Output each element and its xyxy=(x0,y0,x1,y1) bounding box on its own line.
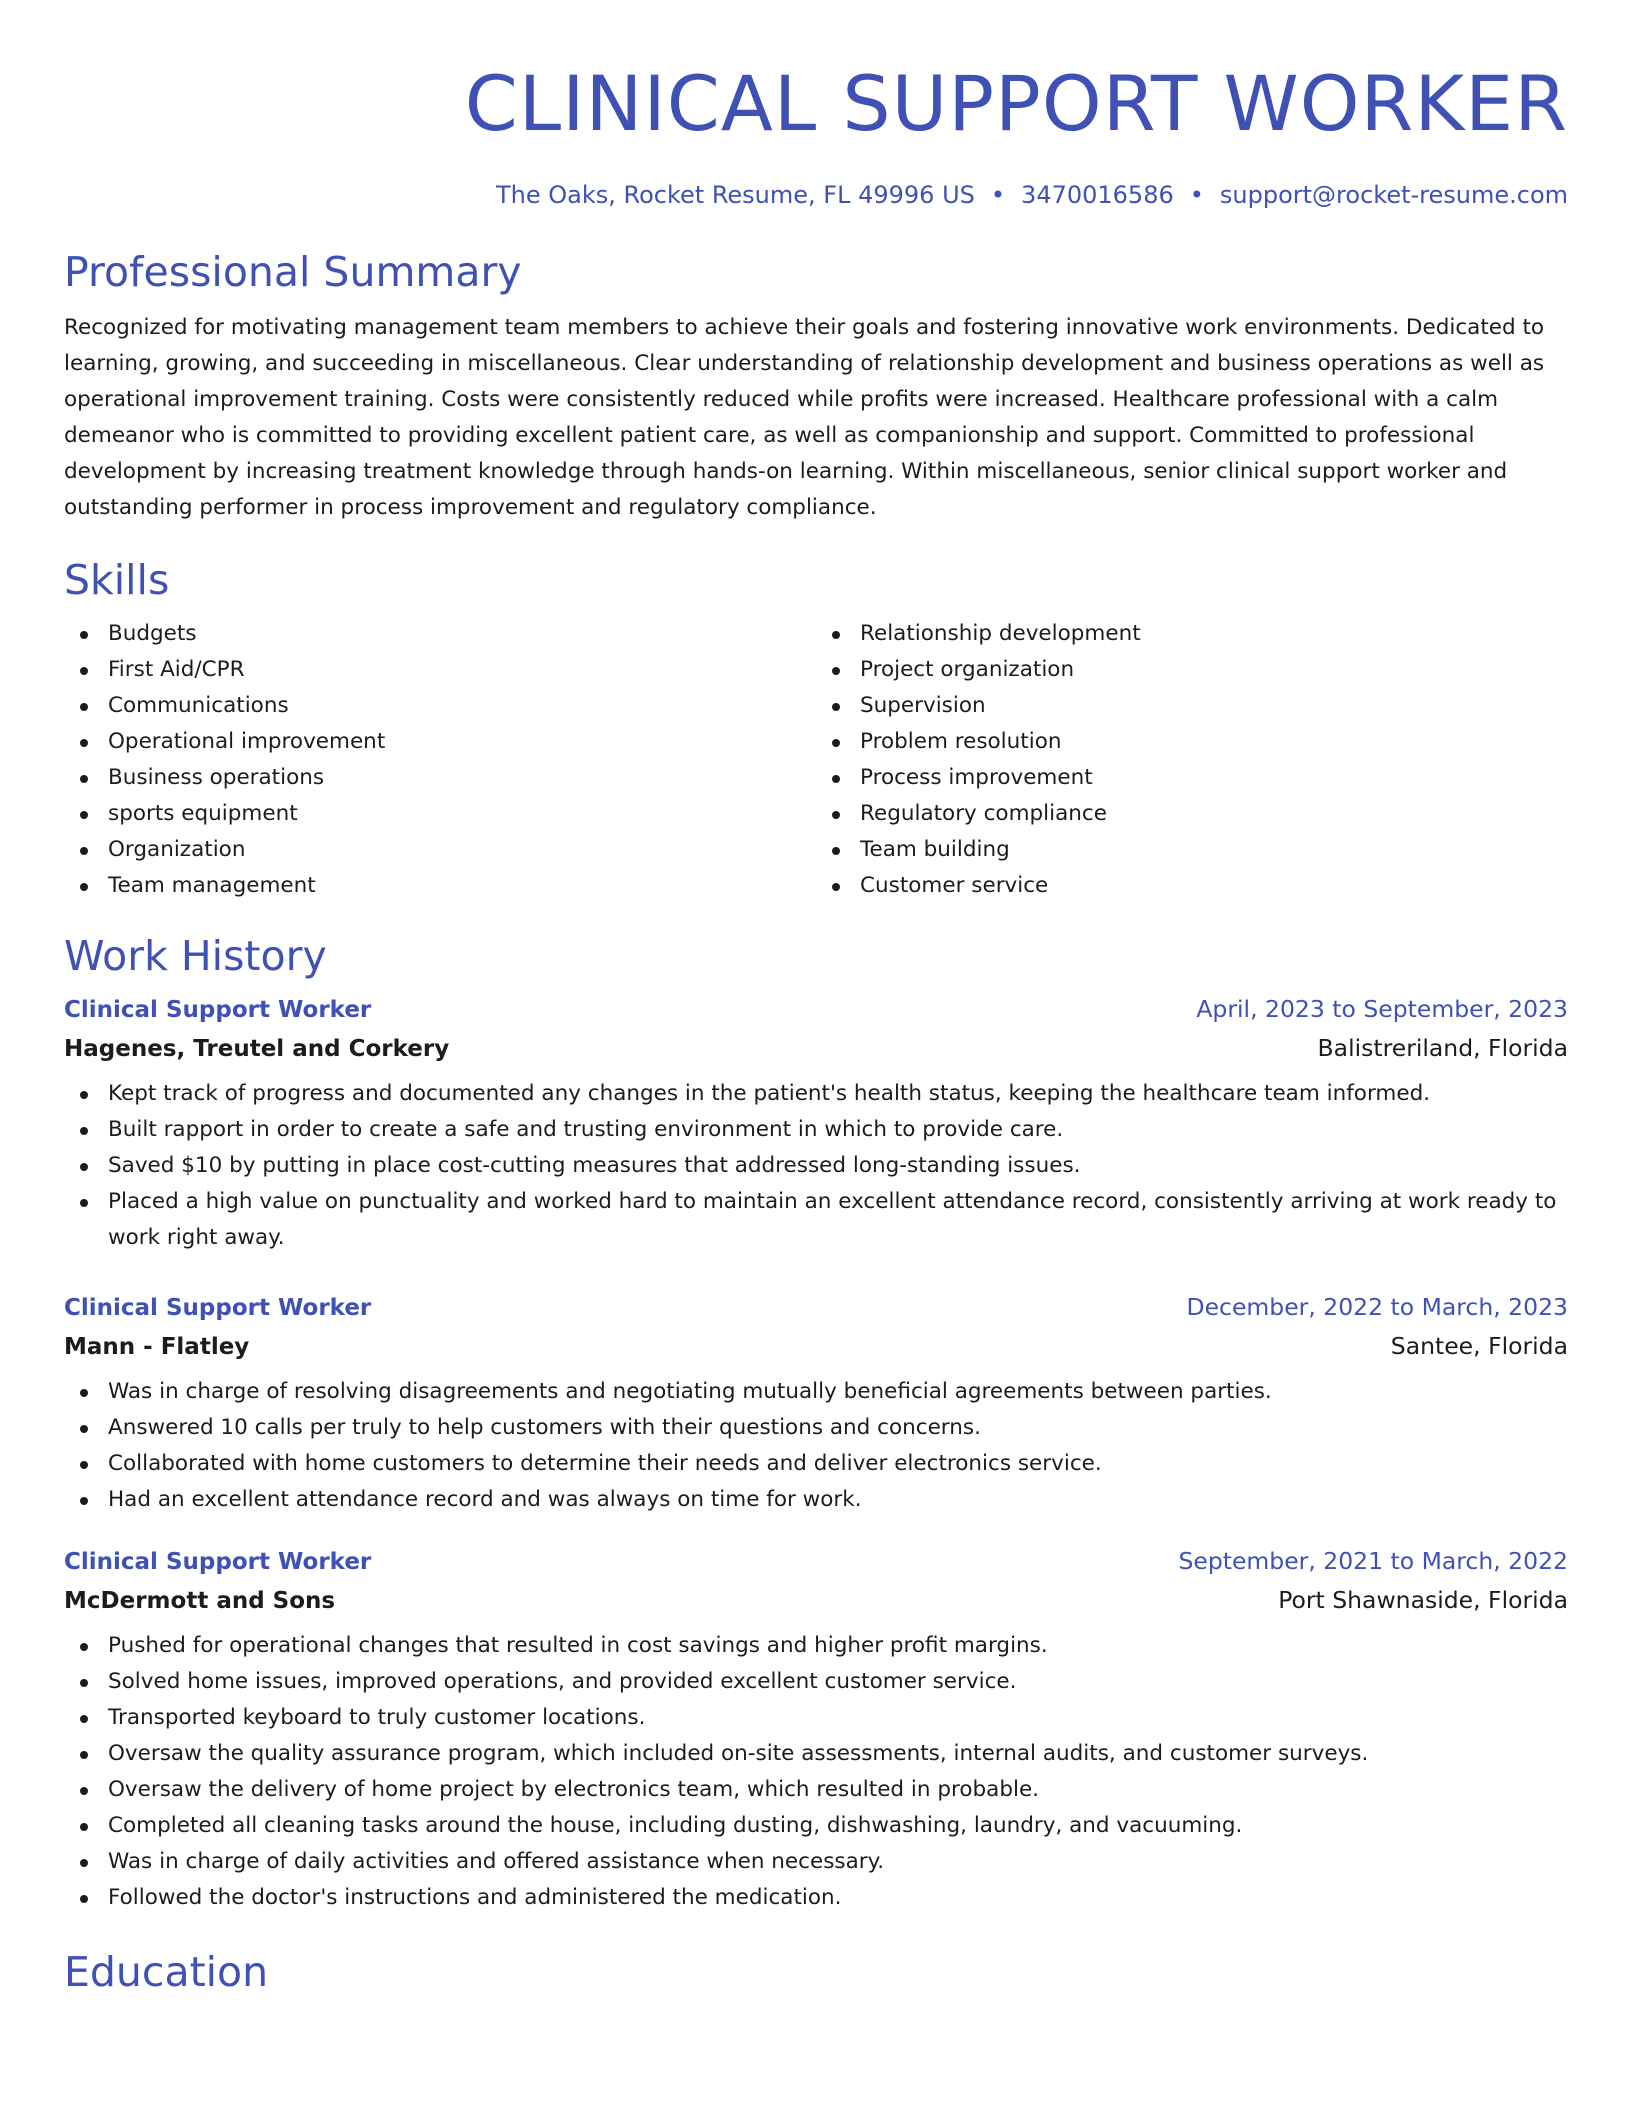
work-history-section xyxy=(64,928,1568,1916)
job-location: Port Shawnaside, Florida xyxy=(1278,1586,1568,1614)
contact-separator: • xyxy=(990,181,1006,209)
job-bullet: Oversaw the quality assurance program, which included on-site assessments, internal audits, and customer surveys. xyxy=(64,1736,1568,1772)
contact-separator: • xyxy=(1189,181,1204,209)
job-entry xyxy=(64,990,1568,1256)
section-title-summary: Professional Summary xyxy=(64,248,522,296)
job-bullet: Placed a high value on punctuality and worked hard to maintain an excellent attendance record, consistently arriving at work ready to work right away. xyxy=(64,1184,1568,1256)
job-title: Clinical Support Worker xyxy=(64,997,372,1023)
skill-item: Process improvement xyxy=(816,760,1568,796)
job-dates: September, 2021 to March, 2022 xyxy=(1178,1547,1568,1575)
skill-item: Supervision xyxy=(816,688,1568,724)
skill-item: Organization xyxy=(64,832,816,868)
skill-item: Project organization xyxy=(816,652,1568,688)
job-bullet: Transported keyboard to truly customer locations. xyxy=(64,1700,1568,1736)
job-title: Clinical Support Worker xyxy=(64,1295,372,1321)
section-title-skills: Skills xyxy=(64,556,170,604)
job-subheader xyxy=(64,1327,1568,1366)
job-dates: April, 2023 to September, 2023 xyxy=(1196,995,1568,1023)
job-entry xyxy=(64,1542,1568,1916)
job-bullet: Was in charge of resolving disagreements and negotiating mutually beneficial agreements between parties. xyxy=(64,1374,1568,1410)
job-bullet: Followed the doctor's instructions and administered the medication. xyxy=(64,1880,1568,1916)
skills-section xyxy=(64,552,1568,904)
skills-columns xyxy=(64,616,1568,904)
job-bullet: Oversaw the delivery of home project by electronics team, which resulted in probable. xyxy=(64,1772,1568,1808)
contact-email[interactable]: support@rocket-resume.com xyxy=(1219,181,1568,209)
job-location: Santee, Florida xyxy=(1390,1332,1568,1360)
skill-item: First Aid/CPR xyxy=(64,652,816,688)
section-title-education: Education xyxy=(64,1948,269,1996)
job-dates: December, 2022 to March, 2023 xyxy=(1186,1293,1568,1321)
contact-phone: 3470016586 xyxy=(1021,181,1174,209)
contact-address: The Oaks, Rocket Resume, FL 49996 US xyxy=(495,181,975,209)
summary-section xyxy=(64,244,1568,526)
skills-list-left xyxy=(64,616,816,904)
skill-item: Regulatory compliance xyxy=(816,796,1568,832)
skill-item: Customer service xyxy=(816,868,1568,904)
job-bullet: Completed all cleaning tasks around the house, including dusting, dishwashing, laundry, and vacuuming. xyxy=(64,1808,1568,1844)
resume-name: CLINICAL SUPPORT WORKER xyxy=(464,59,1568,148)
job-subheader xyxy=(64,1581,1568,1620)
job-header xyxy=(64,1542,1568,1581)
job-bullet: Kept track of progress and documented any changes in the patient's health status, keeping the healthcare team informed. xyxy=(64,1076,1568,1112)
job-bullet: Was in charge of daily activities and offered assistance when necessary. xyxy=(64,1844,1568,1880)
job-bullet: Had an excellent attendance record and was always on time for work. xyxy=(64,1482,1568,1518)
job-bullet: Solved home issues, improved operations, and provided excellent customer service. xyxy=(64,1664,1568,1700)
job-bullet: Saved $10 by putting in place cost-cutting measures that addressed long-standing issues. xyxy=(64,1148,1568,1184)
job-company: Mann - Flatley xyxy=(64,1334,250,1360)
job-location: Balistreriland, Florida xyxy=(1317,1034,1568,1062)
job-bullet: Pushed for operational changes that resulted in cost savings and higher profit margins. xyxy=(64,1628,1568,1664)
job-company: Hagenes, Treutel and Corkery xyxy=(64,1036,450,1062)
job-bullet: Built rapport in order to create a safe and trusting environment in which to provide care. xyxy=(64,1112,1568,1148)
contact-line xyxy=(64,178,1568,212)
summary-text: Recognized for motivating management team members to achieve their goals and fostering innovative work environments. Dedicated to learning, growing, and succeeding in miscellaneous. Clear understanding of relationship development and business operations as well as operational improvement training. Costs were consistently reduced while profits were increased. Healthcare professional with a calm demeanor who is committed to providing excellent patient care, as well as companionship and support. Committed to professional development by increasing treatment knowledge through hands-on learning. Within miscellaneous, senior clinical support worker and outstanding performer in process improvement and regulatory compliance. xyxy=(64,315,1545,520)
job-subheader xyxy=(64,1029,1568,1068)
job-header xyxy=(64,990,1568,1029)
job-entry xyxy=(64,1288,1568,1518)
skill-item: Budgets xyxy=(64,616,816,652)
job-bullets xyxy=(64,1628,1568,1916)
job-bullet: Collaborated with home customers to determine their needs and deliver electronics service. xyxy=(64,1446,1568,1482)
skill-item: Team management xyxy=(64,868,816,904)
job-company: McDermott and Sons xyxy=(64,1588,336,1614)
skill-item: Problem resolution xyxy=(816,724,1568,760)
skill-item: Business operations xyxy=(64,760,816,796)
skill-item: Operational improvement xyxy=(64,724,816,760)
job-header xyxy=(64,1288,1568,1327)
job-bullets xyxy=(64,1076,1568,1256)
education-section xyxy=(64,1944,1568,2000)
skill-item: Team building xyxy=(816,832,1568,868)
job-bullets xyxy=(64,1374,1568,1518)
section-title-work-history: Work History xyxy=(64,932,327,980)
skill-item: sports equipment xyxy=(64,796,816,832)
skill-item: Relationship development xyxy=(816,616,1568,652)
skills-list-right xyxy=(816,616,1568,904)
skill-item: Communications xyxy=(64,688,816,724)
job-bullet: Answered 10 calls per truly to help customers with their questions and concerns. xyxy=(64,1410,1568,1446)
job-title: Clinical Support Worker xyxy=(64,1549,372,1575)
